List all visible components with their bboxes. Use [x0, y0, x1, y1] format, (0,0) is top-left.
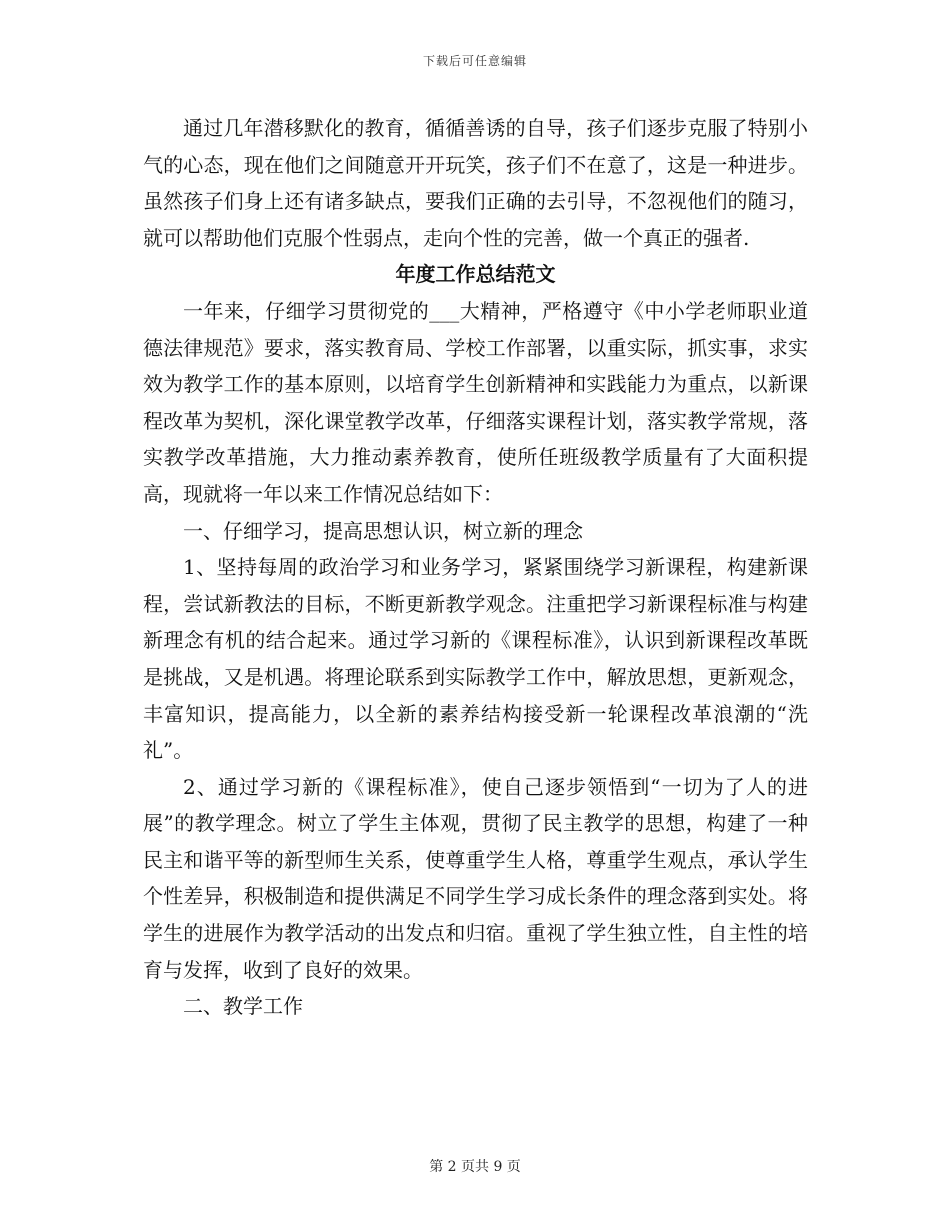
header-note: 下载后可任意编辑 [422, 54, 527, 68]
section-heading-2: 二、教学工作 [183, 994, 303, 1019]
page-number: 第 2 页共 9 页 [429, 1159, 521, 1175]
document-body [143, 110, 808, 1025]
document-title: 年度工作总结范文 [395, 262, 556, 287]
summary-paragraph: 一年来，仔细学习贯彻党的___大精神，严格遵守《中小学老师职业道德法律规范》要求，落实教育局、学校工作部署，以重实际，抓实事，求实效为教学工作的基本原则，以培育学生创新精神和实践能力为重点，以新课程改革为契机，深化课堂教学改革，仔细落实课程计划，落实教学常规，落实教学改革措施，大力推动素养教育，使所任班级教学质量有了大面积提高，现就将一年以来工作情况总结如下： [143, 298, 808, 506]
item-paragraph-1: 1、坚持每周的政治学习和业务学习，紧紧围绕学习新课程，构建新课程，尝试新教法的目标，不断更新教学观念。注重把学习新课程标准与构建新理念有机的结合起来。通过学习新的《课程标准》，认识到新课程改革既是挑战，又是机遇。将理论联系到实际教学工作中，解放思想，更新观念，丰富知识，提高能力，以全新的素养结构接受新一轮课程改革浪潮的“洗礼”。 [143, 555, 808, 763]
intro-paragraph: 通过几年潜移默化的教育，循循善诱的自导，孩子们逐步克服了特别小气的心态，现在他们之间随意开开玩笑，孩子们不在意了，这是一种进步。虽然孩子们身上还有诸多缺点，要我们正确的去引导，不忽视他们的随习，就可以帮助他们克服个性弱点，走向个性的完善，做一个真正的强者. [143, 116, 808, 250]
section-heading-1: 一、仔细学习，提高思想认识，树立新的理念 [183, 518, 583, 543]
item-paragraph-2: 2、通过学习新的《课程标准》，使自己逐步领悟到“一切为了人的进展”的教学理念。树立了学生主体观，贯彻了民主教学的思想，构建了一种民主和谐平等的新型师生关系，使尊重学生人格，尊重学生观点，承认学生个性差异，积极制造和提供满足不同学生学习成长条件的理念落到实处。将学生的进展作为教学活动的出发点和归宿。重视了学生独立性，自主性的培育与发挥，收到了良好的效果。 [143, 774, 808, 982]
